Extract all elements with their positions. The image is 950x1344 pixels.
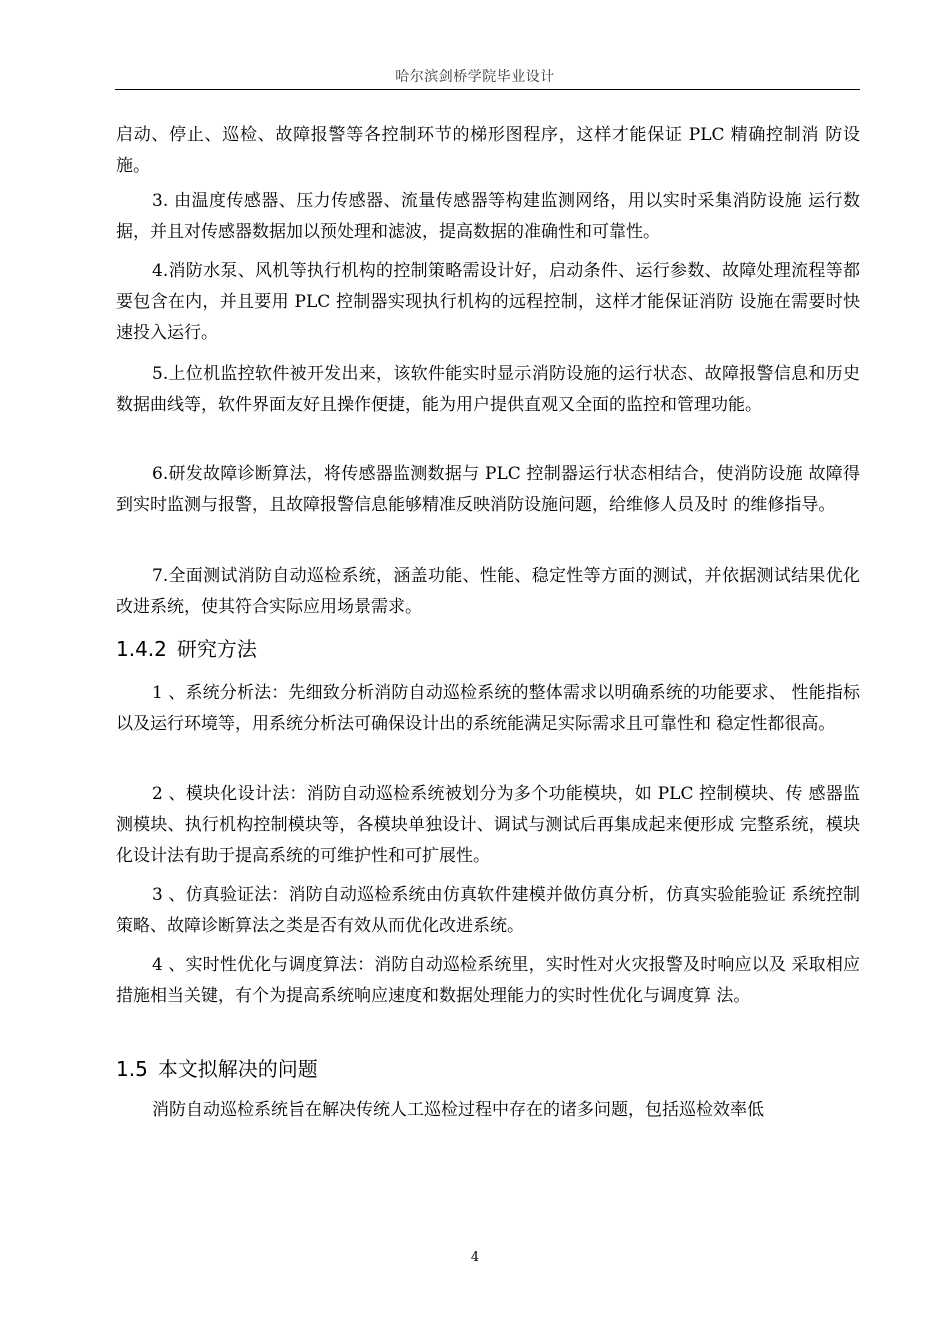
method-realtime-scheduling: 4 、实时性优化与调度算法：消防自动巡检系统里，实时性对火灾报警及时响应以及 采取相应措施相当关键，有个为提高系统响应速度和数据处理能力的实时性优化与调度算 法。 — [116, 955, 860, 1006]
paragraph-item-3: 3. 由温度传感器、压力传感器、流量传感器等构建监测网络，用以实时采集消防设施 运行数据，并且对传感器数据加以预处理和滤波，提高数据的准确性和可靠性。 — [116, 191, 860, 242]
method-system-analysis: 1 、系统分析法：先细致分析消防自动巡检系统的整体需求以明确系统的功能要求、 性能指标以及运行环境等，用系统分析法可确保设计出的系统能满足实际需求且可靠性和 稳定性都很高。 — [116, 683, 860, 734]
paragraph-item-7: 7.全面测试消防自动巡检系统，涵盖功能、性能、稳定性等方面的测试，并依据测试结果优化改进系统，使其符合实际应用场景需求。 — [116, 566, 860, 617]
page-header-title: 哈尔滨剑桥学院毕业设计 — [395, 69, 555, 85]
paragraph-item-5: 5.上位机监控软件被开发出来，该软件能实时显示消防设施的运行状态、故障报警信息和历史数据曲线等，软件界面友好且操作便捷，能为用户提供直观又全面的监控和管理功能。 — [116, 364, 860, 415]
paragraph-continuation: 启动、停止、巡检、故障报警等各控制环节的梯形图程序，这样才能保证 PLC 精确控制消 防设施。 — [116, 125, 860, 176]
method-simulation: 3 、仿真验证法：消防自动巡检系统由仿真软件建模并做仿真分析，仿真实验能验证 系统控制策略、故障诊断算法之类是否有效从而优化改进系统。 — [116, 885, 860, 936]
section-number: 1.4.2 — [116, 637, 167, 661]
section-heading-1-4-2 — [116, 635, 257, 663]
paragraph-item-6: 6.研发故障诊断算法，将传感器监测数据与 PLC 控制器运行状态相结合，使消防设施 故障得到实时监测与报警，且故障报警信息能够精准反映消防设施问题，给维修人员及时 的维修指导。 — [116, 464, 860, 515]
section-heading-1-5 — [116, 1055, 318, 1083]
header-divider — [115, 89, 860, 90]
section-number: 1.5 — [116, 1057, 148, 1081]
method-modular-design: 2 、模块化设计法：消防自动巡检系统被划分为多个功能模块，如 PLC 控制模块、传 感器监测模块、执行机构控制模块等，各模块单独设计、调试与测试后再集成起来便形成 完整系统，模块化设计法有助于提高系统的可维护性和可扩展性。 — [116, 784, 860, 866]
section-title: 本文拟解决的问题 — [157, 1057, 318, 1081]
paragraph-item-4: 4.消防水泵、风机等执行机构的控制策略需设计好，启动条件、运行参数、故障处理流程等都要包含在内，并且要用 PLC 控制器实现执行机构的远程控制，这样才能保证消防 设施在需要时快速投入运行。 — [116, 261, 860, 343]
paragraph-problems: 消防自动巡检系统旨在解决传统人工巡检过程中存在的诸多问题，包括巡检效率低 — [152, 1100, 764, 1120]
section-title: 研究方法 — [176, 637, 257, 661]
page-number: 4 — [470, 1250, 480, 1265]
